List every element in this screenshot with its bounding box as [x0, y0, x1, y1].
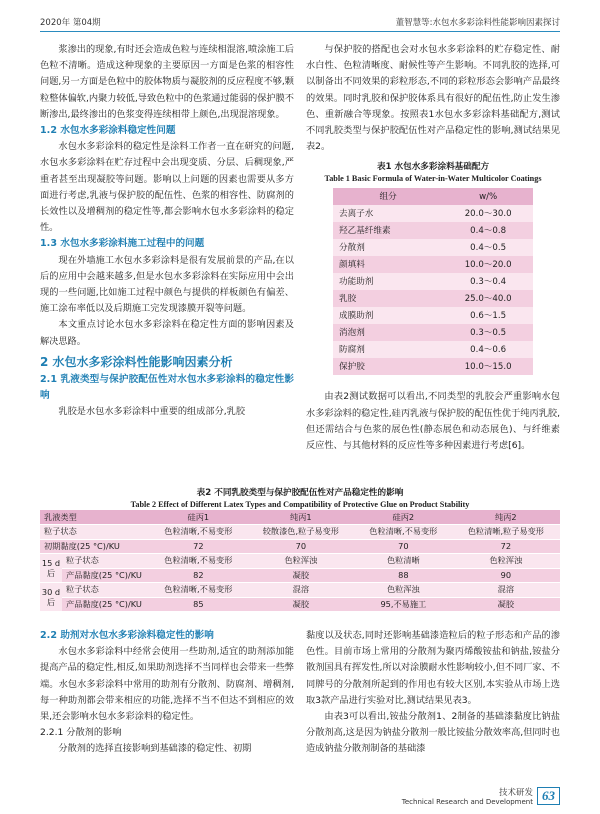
table-cell: 凝胶 [247, 568, 355, 583]
table2-title: 表2 不同乳胶类型与保护胶配伍性对产品稳定性的影响 [196, 488, 404, 498]
paragraph: 浆渗出的现象,有时还会造成色粒与连续相混溶,喷涂施工后色粒不清晰。造成这种现象的主要原因一方面是色浆的相容性问题,另一方面是色粒中的胶体物质与凝胶剂的反应程度不够,颗粒整体偏软,内聚力较低,导致色粒中的色浆通过能弱的保护膜不断渗出,最终渗出的色浆变得连续相带上颜色,出现混溶现象。 [40, 44, 294, 120]
paragraph: 由表2测试数据可以看出,不同类型的乳胶会严重影响水包水多彩涂料的稳定性,硅丙乳液与保护胶的配伍性优于纯丙乳胶,但还需结合与色浆的展色性(静态展色和动态展色)、与纤维素反应性、与其他材料的反应性等多种因素进行考虑[6]。 [306, 391, 560, 452]
table-cell: 色粒浑浊 [355, 583, 452, 598]
table-row [40, 525, 560, 540]
table-cell: 混溶 [247, 583, 355, 598]
paragraph: 与保护胶的搭配也会对水包水多彩涂料的贮存稳定性、耐水白性、色粒清晰度、耐候性等产生影响。不同乳胶的选择,可以制备出不同效果的彩粒形态,不同的彩粒形态会影响产品最终的效果。同时乳胶和保护胶体系具有很好的配伍性,防止发生渗色、重新融合等现象。按照表1水包水多彩涂料基础配方,测试不同乳胶类型与保护胶配伍性对产品稳定性的影响,测试结果见表2。 [306, 44, 560, 153]
table-header-row [333, 188, 533, 205]
table-cell: 10.0～20.0 [437, 256, 533, 273]
table-cell: 较散漆色,粒子易变形 [247, 525, 355, 540]
table-cell: 保护胶 [333, 358, 437, 375]
table-row [40, 583, 560, 598]
table-cell: 粒子状态 [62, 583, 150, 598]
table-cell: 10.0～15.0 [437, 358, 533, 375]
section-heading-1-3: 1.3 水包水多彩涂料施工过程中的问题 [40, 238, 205, 250]
table-cell: 0.3～0.5 [437, 324, 533, 341]
section-heading-2-2-1: 2.2.1 分散剂的影响 [40, 727, 122, 739]
table1-title-en: Table 1 Basic Formula of Water-in-Water Multicolor Coatings [324, 174, 542, 184]
table-cell: 粒子状态 [40, 525, 150, 540]
section-heading-2-2: 2.2 助剂对水包水多彩涂料稳定性的影响 [40, 630, 214, 641]
table-cell: 乳胶 [333, 290, 437, 307]
section-heading-2: 2 水包水多彩涂料性能影响因素分析 [40, 354, 233, 369]
section-heading-2-1: 2.1 乳液类型与保护胶配伍性对水包水多彩涂料的稳定性影响 [40, 374, 294, 402]
table-row [333, 290, 533, 307]
table-cell: 90 [452, 568, 560, 583]
table-cell: 混溶 [452, 583, 560, 598]
table-cell: 72 [150, 539, 247, 554]
footer-section-en: Technical Research and Development [401, 798, 533, 806]
bottom-right-column [306, 628, 560, 758]
table-cell: 产品黏度(25 °C)/KU [62, 597, 150, 612]
footer-section-cn: 技术研发 [498, 788, 533, 798]
group-label: 30 d后 [40, 583, 62, 612]
paragraph: 水包水多彩涂料中经常会使用一些助剂,适宜的助剂添加能提高产品的稳定性,相反,如果助剂选择不当同样也会带来一些弊端。水包水多彩涂料中常用的助剂有分散剂、防腐剂、增稠剂,每一种助剂都会带来相应的功能,选择不当不但达不到相应的效果,还会影响水包水多彩涂料的稳定性。 [40, 646, 294, 723]
table-header-cell: 硅丙1 [150, 510, 247, 525]
table-cell: 色粒清晰,不易变形 [150, 525, 247, 540]
table-row [333, 256, 533, 273]
table-row [333, 358, 533, 375]
table-cell: 消泡剂 [333, 324, 437, 341]
journal-issue: 2020年 第04期 [40, 18, 101, 28]
paragraph: 分散剂的选择直接影响到基础漆的稳定性、初期 [58, 743, 252, 755]
group-label: 15 d后 [40, 554, 62, 583]
page-header [40, 10, 560, 32]
table-header-cell: 组分 [333, 188, 437, 205]
table-row [40, 597, 560, 612]
table2 [40, 510, 560, 612]
paragraph: 本文重点讨论水包水多彩涂料在稳定性方面的影响因素及解决思路。 [40, 319, 294, 347]
table-cell: 初期黏度(25 °C)/KU [40, 539, 150, 554]
table-header-cell: 纯丙1 [247, 510, 355, 525]
table2-title-en: Table 2 Effect of Different Latex Types and Compatibility of Protective Glue on Product Stability [130, 500, 470, 509]
table-cell: 72 [452, 539, 560, 554]
table-header-cell: 乳液类型 [40, 510, 150, 525]
table-cell: 功能助剂 [333, 273, 437, 290]
table-header-cell: 硅丙2 [355, 510, 452, 525]
table-row [40, 554, 560, 569]
table-row [40, 568, 560, 583]
table-cell: 0.4～0.8 [437, 222, 533, 239]
table-cell: 色粒浑浊 [452, 554, 560, 569]
table-cell: 分散剂 [333, 239, 437, 256]
table-cell: 色粒清晰 [355, 554, 452, 569]
table-row [333, 341, 533, 358]
table-header-cell: w/% [437, 188, 533, 205]
table-header-row [40, 510, 560, 525]
table-cell: 色粒清晰,不易变形 [150, 554, 247, 569]
table-row [333, 273, 533, 290]
table-cell: 色粒清晰,不易变形 [355, 525, 452, 540]
running-title: 董智慧等:水包水多彩涂料性能影响因素探讨 [395, 18, 560, 28]
table-cell: 色粒清晰,粒子易变形 [452, 525, 560, 540]
table-row [333, 205, 533, 222]
table1 [333, 188, 533, 375]
table-cell: 88 [355, 568, 452, 583]
table-cell: 20.0～30.0 [437, 205, 533, 222]
table-cell: 25.0～40.0 [437, 290, 533, 307]
table-cell: 95,不易施工 [355, 597, 452, 612]
table-cell: 70 [247, 539, 355, 554]
table-row [333, 324, 533, 341]
table-cell: 85 [150, 597, 247, 612]
table-cell: 颜填料 [333, 256, 437, 273]
table-cell: 去离子水 [333, 205, 437, 222]
table-cell: 防腐剂 [333, 341, 437, 358]
table-cell: 成膜助剂 [333, 307, 437, 324]
table-cell: 凝胶 [247, 597, 355, 612]
table2-block [40, 487, 560, 612]
table-cell: 产品黏度(25 °C)/KU [62, 568, 150, 583]
right-column [306, 42, 560, 454]
table-row [333, 222, 533, 239]
table-row [333, 307, 533, 324]
table-cell: 羟乙基纤维素 [333, 222, 437, 239]
paragraph: 黏度以及状态,同时还影响基础漆造粒后的粒子形态和产品的渗色性。目前市场上常用的分散剂为聚丙烯酸铵盐和钠盐,铵盐分散剂国具有挥发性,所以对涂膜耐水性影响较小,但不同厂家、不同牌号的分散剂所起到的作用也有较大区别,本实验从市场上选取3款产品进行实验对比,测试结果见表3。 [306, 630, 560, 706]
table-header-cell: 纯丙2 [452, 510, 560, 525]
page-number: 63 [537, 787, 560, 805]
table-cell: 0.4～0.6 [437, 341, 533, 358]
bottom-left-column [40, 628, 294, 758]
paragraph: 乳胶是水包水多彩涂料中重要的组成部分,乳胶 [58, 406, 246, 418]
table-cell: 0.3～0.4 [437, 273, 533, 290]
table-cell: 0.4～0.5 [437, 239, 533, 256]
paragraph: 由表3可以看出,铵盐分散剂1、2制备的基础漆黏度比钠盐分散剂高,这是因为钠盐分散剂一般比铵盐分散效率高,但同时也造成钠盐分散剂制备的基础漆 [306, 711, 560, 755]
table-row [333, 239, 533, 256]
table-cell: 70 [355, 539, 452, 554]
table-cell: 82 [150, 568, 247, 583]
left-column [40, 42, 294, 421]
section-heading-1-2: 1.2 水包水多彩涂料稳定性问题 [40, 125, 176, 137]
page-footer [402, 786, 560, 806]
table-row [40, 539, 560, 554]
table-cell: 色粒浑浊 [247, 554, 355, 569]
table1-title: 表1 水包水多彩涂料基础配方 [376, 162, 490, 173]
table-cell: 色粒清晰,不易变形 [150, 583, 247, 598]
paragraph: 现在外墙施工水包水多彩涂料是很有发展前景的产品,在以后的应用中会越来越多,但是水包水多彩涂料在实际应用中会出现的一些问题,比如施工过程中颜色与提供的样板颜色有偏差、施工涂布率低以及后期施工完发现漆膜开裂等问题。 [40, 254, 294, 315]
table-cell: 凝胶 [452, 597, 560, 612]
table-cell: 粒子状态 [62, 554, 150, 569]
paragraph: 水包水多彩涂料的稳定性是涂料工作者一直在研究的问题,水包水多彩涂料在贮存过程中会出现变质、分层、后稠现象,严重者甚至出现凝胶等问题。影响以上问题的因素也需要从多方面进行考虑,乳液与保护胶的配伍性、色浆的相容性、防腐剂的长效性以及增稠剂的稳定性等,都会影响水包水多彩涂料的稳定性。 [40, 141, 294, 234]
table-cell: 0.6～1.5 [437, 307, 533, 324]
